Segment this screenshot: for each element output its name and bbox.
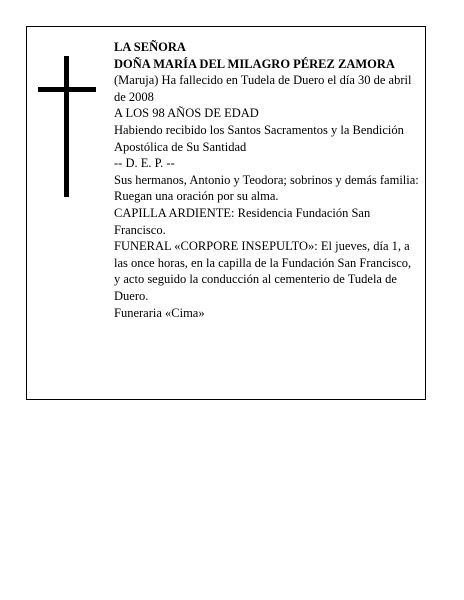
rip-text: -- D. E. P. -- bbox=[114, 156, 175, 171]
chapel-text: CAPILLA ARDIENTE: Residencia Fundación San Francisco. bbox=[114, 205, 371, 237]
obituary-text bbox=[114, 39, 420, 321]
notice-title: LA SEÑORA bbox=[114, 40, 186, 54]
sacraments-text: Habiendo recibido los Santos Sacramentos y la Bendición Apostólica de Su Santidad bbox=[114, 122, 404, 154]
age-at-death: A LOS 98 AÑOS DE EDAD bbox=[114, 106, 259, 121]
death-announcement: (Maruja) Ha fallecido en Tudela de Duero el día 30 de abril de 2008 bbox=[114, 73, 412, 104]
cross-horizontal-bar bbox=[38, 87, 96, 92]
cross-icon bbox=[38, 56, 96, 197]
deceased-name: DOÑA MARÍA DEL MILAGRO PÉREZ ZAMORA bbox=[114, 56, 395, 71]
cross-vertical-bar bbox=[64, 56, 69, 197]
obituary-notice bbox=[26, 26, 426, 400]
funeral-home-text: Funeraria «Cima» bbox=[114, 305, 205, 320]
funeral-text: FUNERAL «CORPORE INSEPULTO»: El jueves, día 1, a las once horas, en la capilla de la Fundación San Francisco, y acto seguido la conducción al cementerio de Tudela de Duero. bbox=[114, 239, 412, 303]
prayer-text: Ruegan una oración por su alma. bbox=[114, 189, 279, 204]
family-text: Sus hermanos, Antonio y Teodora; sobrinos y demás familia: bbox=[114, 172, 419, 187]
